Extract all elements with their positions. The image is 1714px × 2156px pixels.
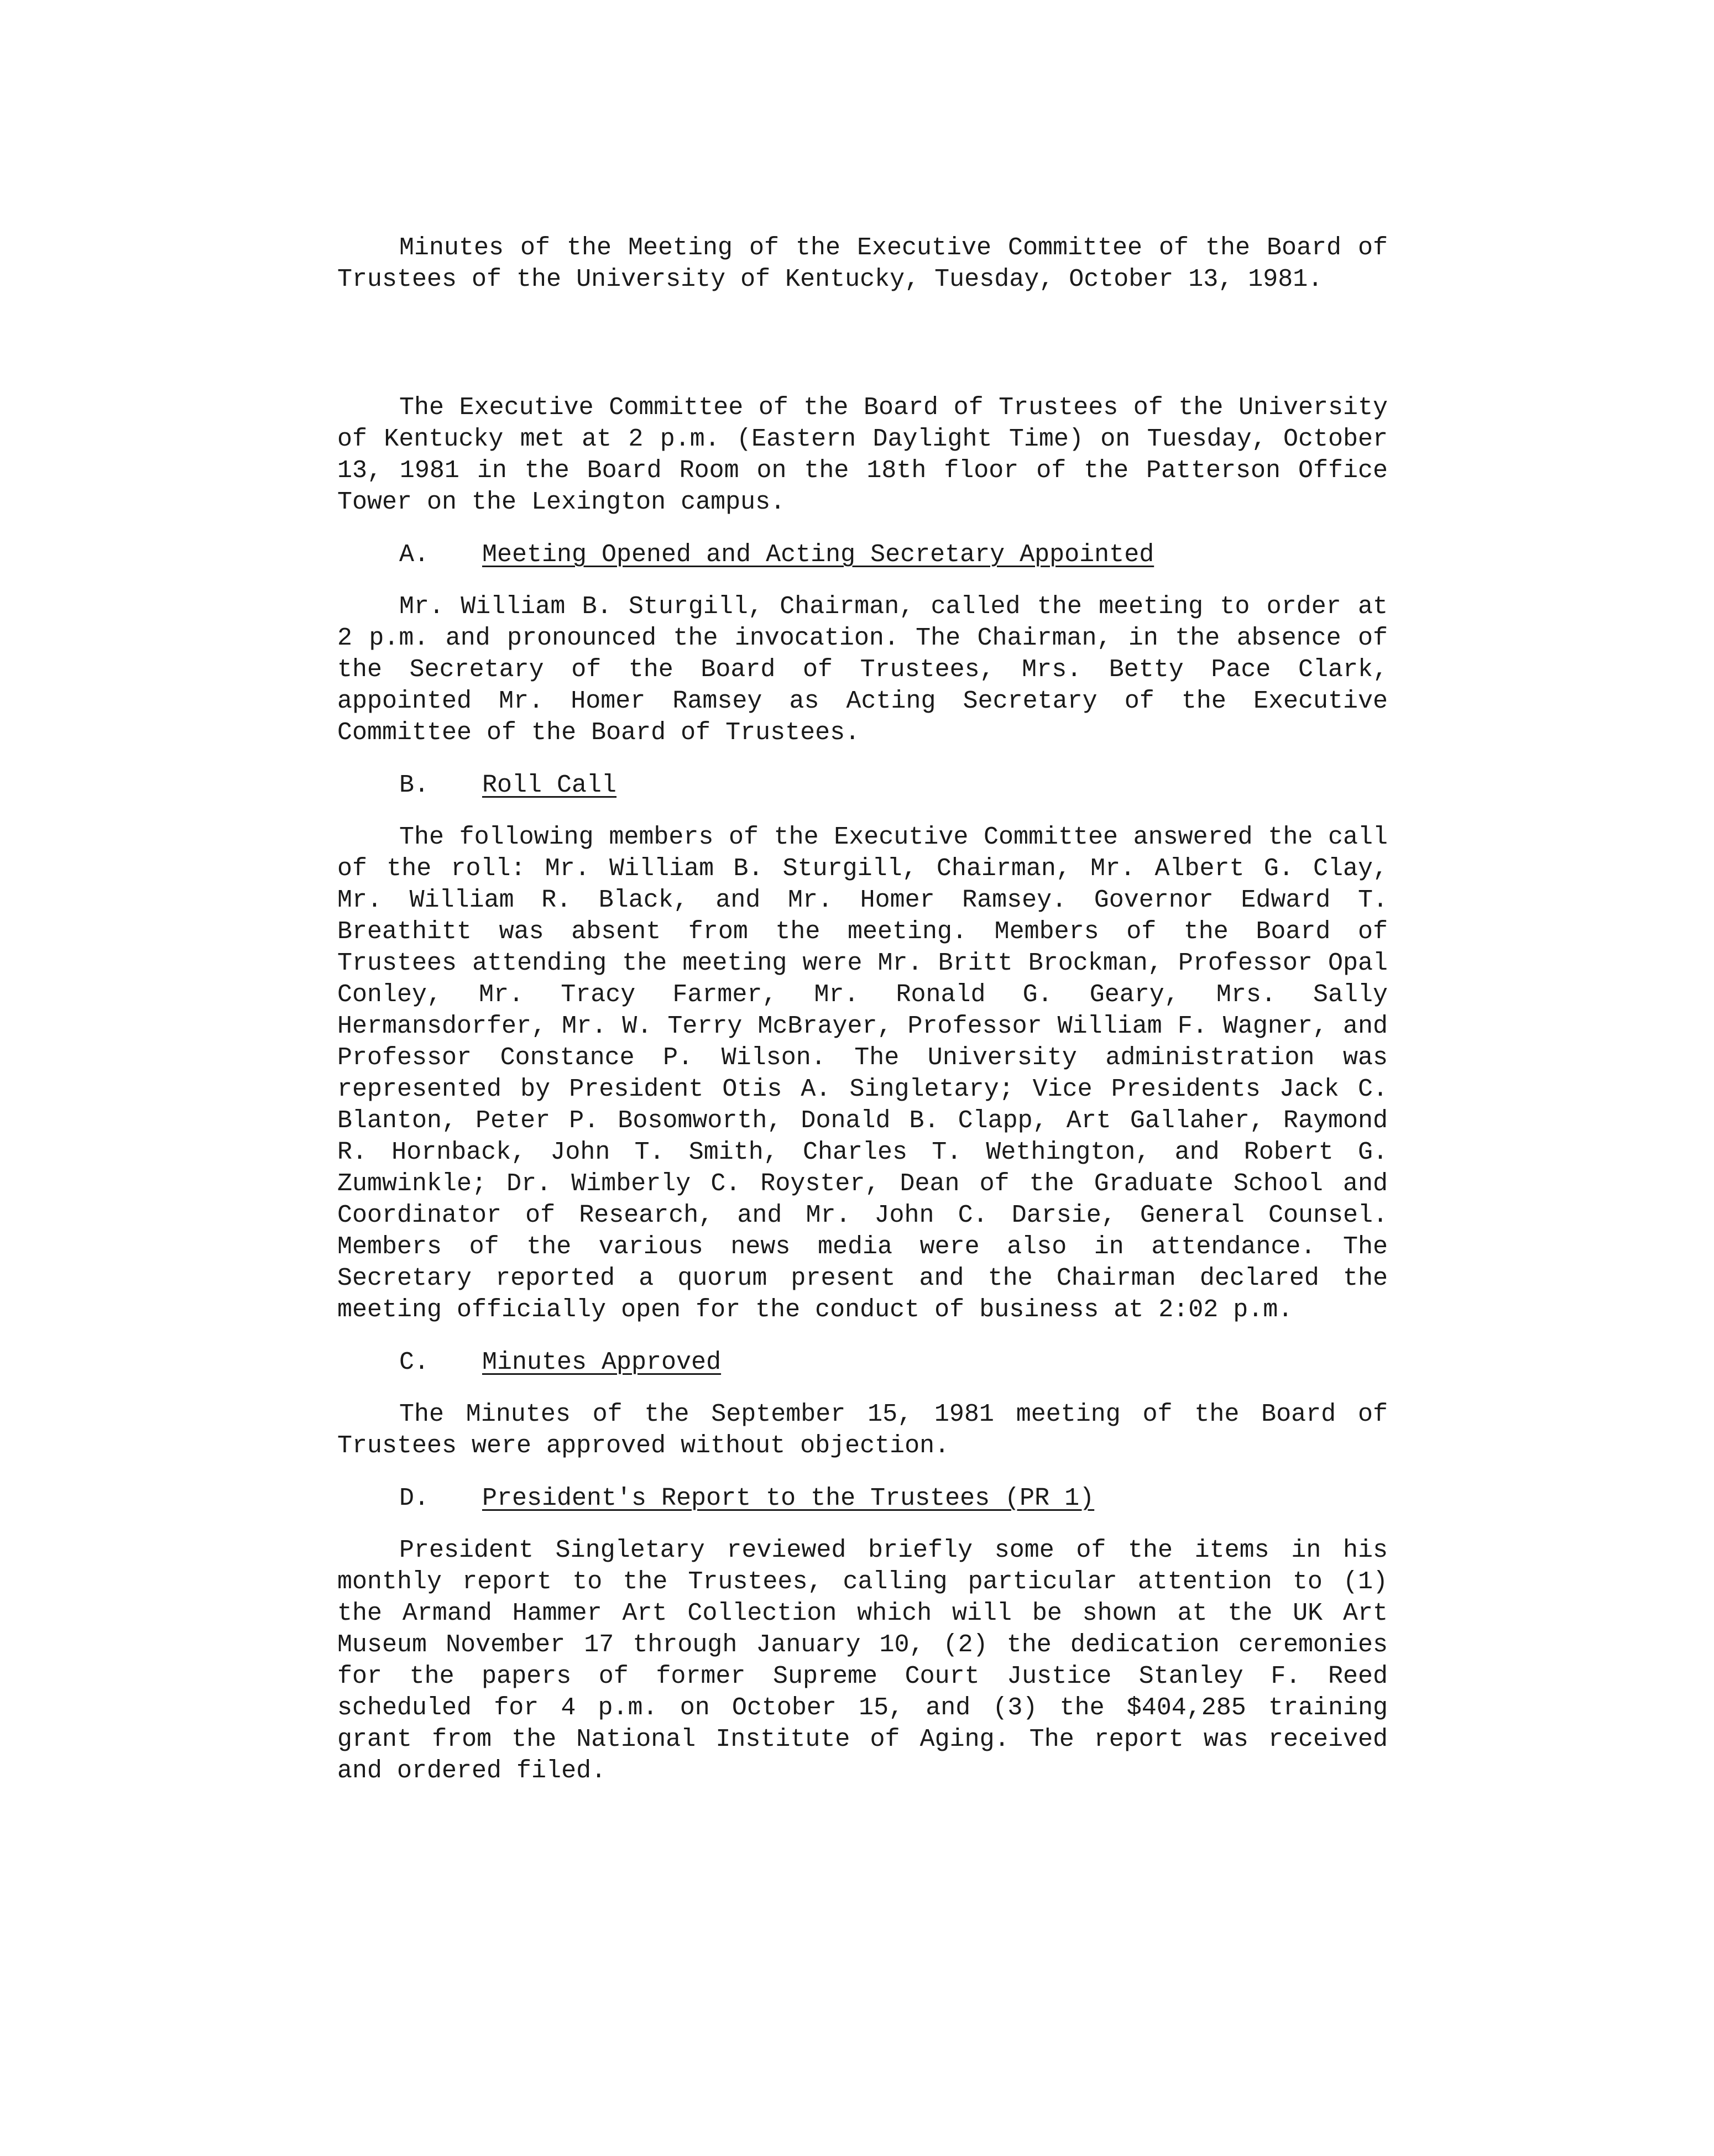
section-title: President's Report to the Trustees (PR 1): [482, 1484, 1095, 1513]
section-body-c: The Minutes of the September 15, 1981 meeting of the Board of Trustees were approved without objection.: [337, 1400, 1388, 1460]
section-body-b: The following members of the Executive Committee answered the call of the roll: Mr. William B. Sturgill, Chairman, Mr. Albert G. Clay, Mr. William R. Black, and Mr. Homer Ramsey. Governor Edward T. Breathitt was absent from the meeting. Members of the Board of Trustees attending the meeting were Mr. Britt Brockman, Professor Opal Conley, Mr. Tracy Farmer, Mr. Ronald G. Geary, Mrs. Sally Hermansdorfer, Mr. W. Terry McBrayer, Professor William F. Wagner, and Professor Constance P. Wilson. The University administration was represented by President Otis A. Singletary; Vice Presidents Jack C. Blanton, Peter P. Bosomworth, Donald B. Clapp, Art Gallaher, Raymond R. Hornback, John T. Smith, Charles T. Wethington, and Robert G. Zumwinkle; Dr. Wimberly C. Royster, Dean of the Graduate School and Coordinator of Research, and Mr. John C. Darsie, General Counsel. Members of the various news media were also in attendance. The Secretary reported a quorum present and the Chairman declared the meeting officially open for the conduct of business at 2:02 p.m.: [337, 823, 1388, 1324]
section-title: Meeting Opened and Acting Secretary Appointed: [482, 541, 1154, 569]
section-body-a: Mr. William B. Sturgill, Chairman, called the meeting to order at 2 p.m. and pronounced the invocation. The Chairman, in the absence of the Secretary of the Board of Trustees, Mrs. Betty Pace Clark, appointed Mr. Homer Ramsey as Acting Secretary of the Executive Committee of the Board of Trustees.: [337, 593, 1388, 747]
section-letter: D.: [399, 1484, 430, 1513]
section-title: Minutes Approved: [482, 1348, 722, 1377]
section-title: Roll Call: [482, 771, 617, 799]
intro-paragraph: The Executive Committee of the Board of Trustees of the University of Kentucky met at 2 p.m. (Eastern Daylight Time) on Tuesday, October 13, 1981 in the Board Room on the 18th floor of the Patterson Office Tower on the Lexington campus.: [337, 394, 1388, 516]
section-heading-c: [337, 1347, 1388, 1378]
section-letter: C.: [399, 1348, 430, 1377]
section-heading-b: [337, 770, 1388, 801]
section-heading-d: [337, 1483, 1388, 1514]
section-letter: A.: [399, 541, 430, 569]
document-page: [337, 232, 1388, 1787]
minutes-title-paragraph: Minutes of the Meeting of the Executive Committee of the Board of Trustees of the University of Kentucky, Tuesday, October 13, 1981.: [337, 234, 1388, 294]
section-body-d: President Singletary reviewed briefly some of the items in his monthly report to the Trustees, calling particular attention to (1) the Armand Hammer Art Collection which will be shown at the UK Art Museum November 17 through January 10, (2) the dedication ceremonies for the papers of former Supreme Court Justice Stanley F. Reed scheduled for 4 p.m. on October 15, and (3) the $404,285 training grant from the National Institute of Aging. The report was received and ordered filed.: [337, 1536, 1388, 1785]
section-letter: B.: [399, 771, 430, 799]
section-heading-a: [337, 539, 1388, 571]
